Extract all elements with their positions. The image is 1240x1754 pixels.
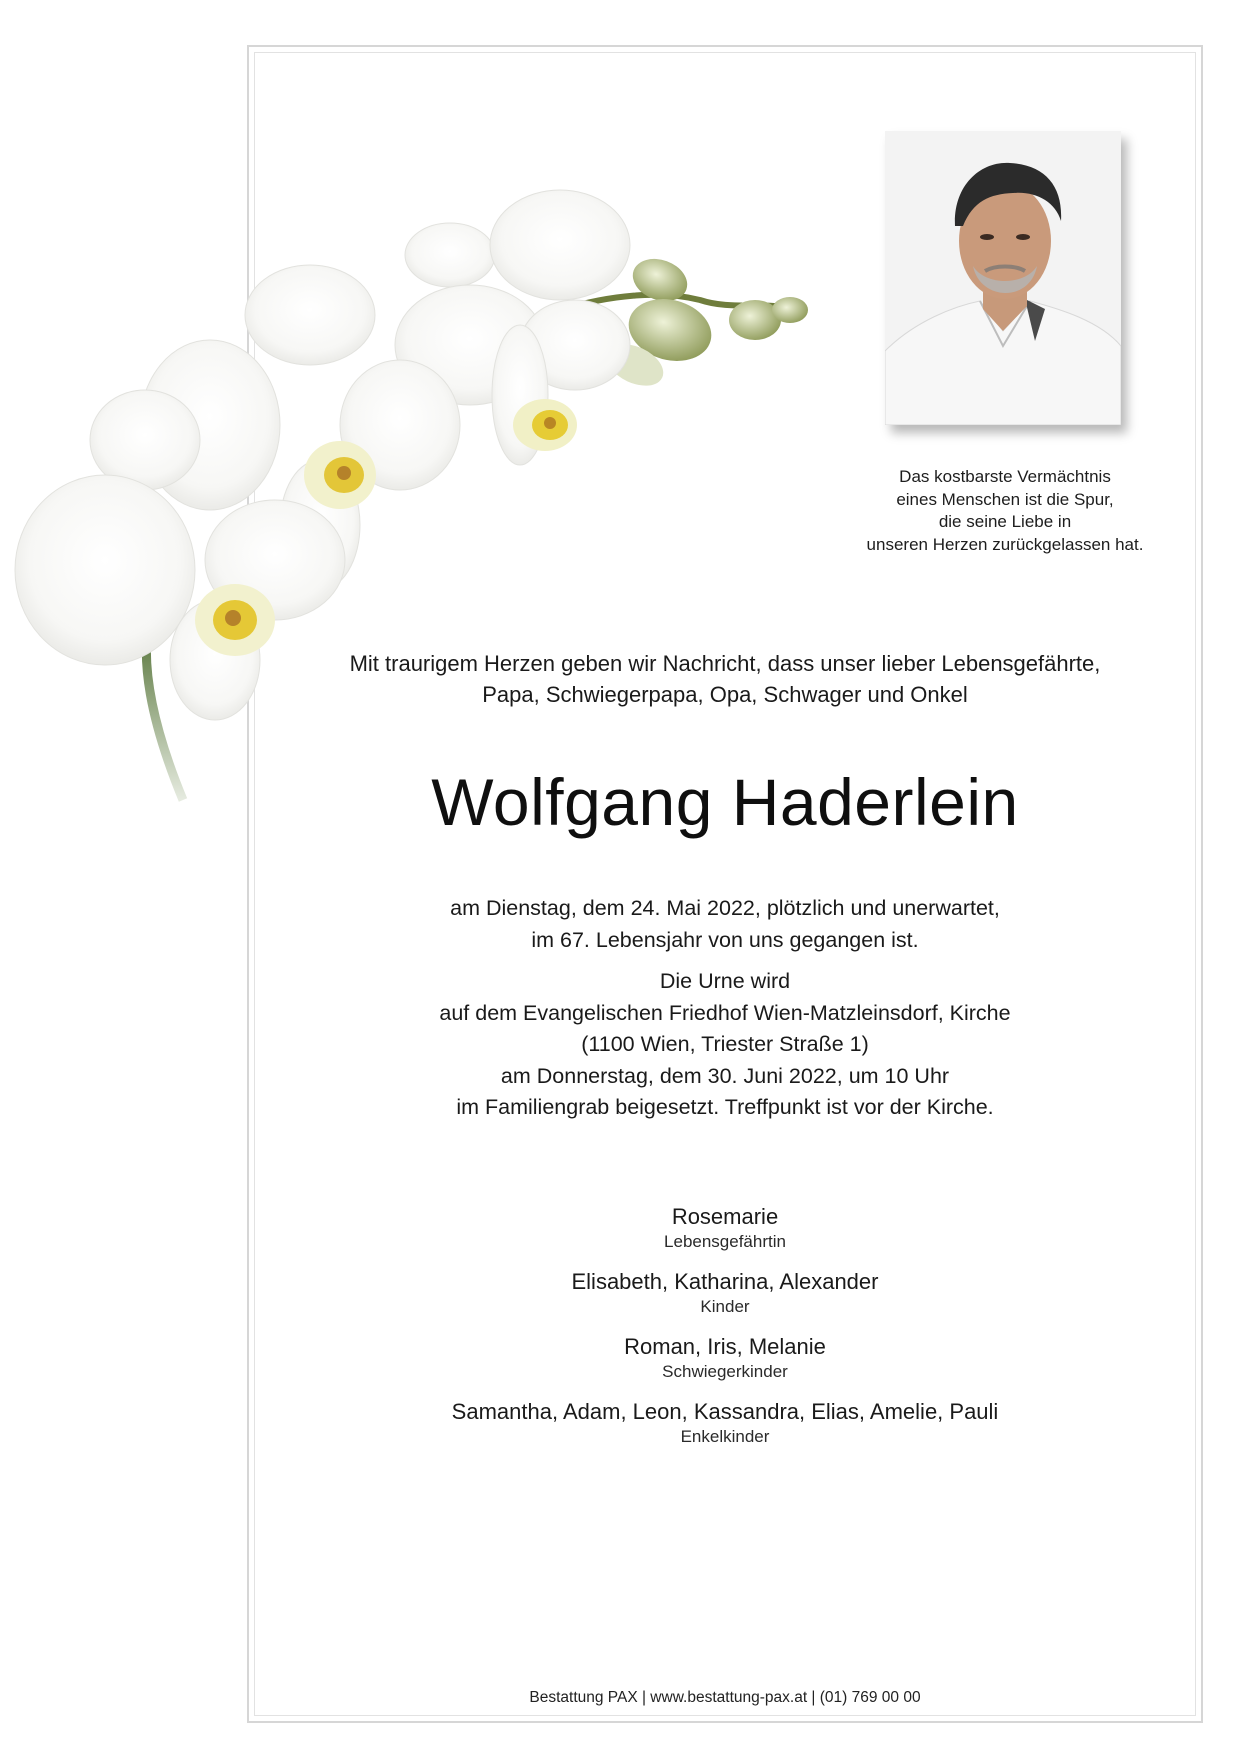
mourner-names: Rosemarie (671, 1204, 779, 1229)
mourner-group (300, 1333, 1150, 1383)
mourner-role: Kinder (700, 1297, 750, 1316)
death-line: am Dienstag, dem 24. Mai 2022, plötzlich und unerwartet, (450, 896, 1000, 920)
death-line: im 67. Lebensjahr von uns gegangen ist. (531, 927, 919, 952)
quote-line: unseren Herzen zurückgelassen hat. (866, 534, 1144, 554)
deceased-name: Wolfgang Haderlein (431, 765, 1019, 839)
burial-line: am Donnerstag, dem 30. Juni 2022, um 10 Uhr (500, 1063, 950, 1088)
mourner-names: Roman, Iris, Melanie (624, 1334, 826, 1359)
quote-line: die seine Liebe in (938, 512, 1072, 531)
funeral-home-footer: Bestattung PAX | www.bestattung-pax.at | (01) 769 00 00 (529, 1689, 921, 1706)
mourner-role: Lebensgefährtin (664, 1232, 786, 1251)
burial-line: im Familiengrab beigesetzt. Treffpunkt ist vor der Kirche. (456, 1095, 994, 1119)
mourner-role: Schwiegerkinder (662, 1362, 788, 1381)
orchid-flower-image (0, 120, 840, 820)
memorial-quote (820, 466, 1190, 556)
burial-line: Die Urne wird (659, 969, 791, 993)
intro-line: Papa, Schwiegerpapa, Opa, Schwager und Onkel (482, 682, 968, 707)
mourner-role: Enkelkinder (680, 1427, 770, 1446)
mourner-group (300, 1203, 1150, 1253)
burial-line: auf dem Evangelischen Friedhof Wien-Matzleinsdorf, Kirche (439, 1000, 1011, 1025)
mourner-names: Elisabeth, Katharina, Alexander (571, 1269, 879, 1294)
portrait-photo (885, 131, 1121, 425)
announcement-intro (300, 648, 1150, 710)
mourners-list (300, 1203, 1150, 1463)
mourner-group (300, 1268, 1150, 1318)
mourner-group (300, 1398, 1150, 1448)
quote-line: eines Menschen ist die Spur, (896, 489, 1114, 509)
death-and-burial-details (300, 893, 1150, 1124)
quote-line: Das kostbarste Vermächtnis (899, 467, 1111, 486)
burial-line: (1100 Wien, Triester Straße 1) (581, 1032, 869, 1056)
mourner-names: Samantha, Adam, Leon, Kassandra, Elias, Amelie, Pauli (451, 1399, 999, 1424)
intro-line: Mit traurigem Herzen geben wir Nachricht, dass unser lieber Lebensgefährte, (349, 651, 1101, 676)
